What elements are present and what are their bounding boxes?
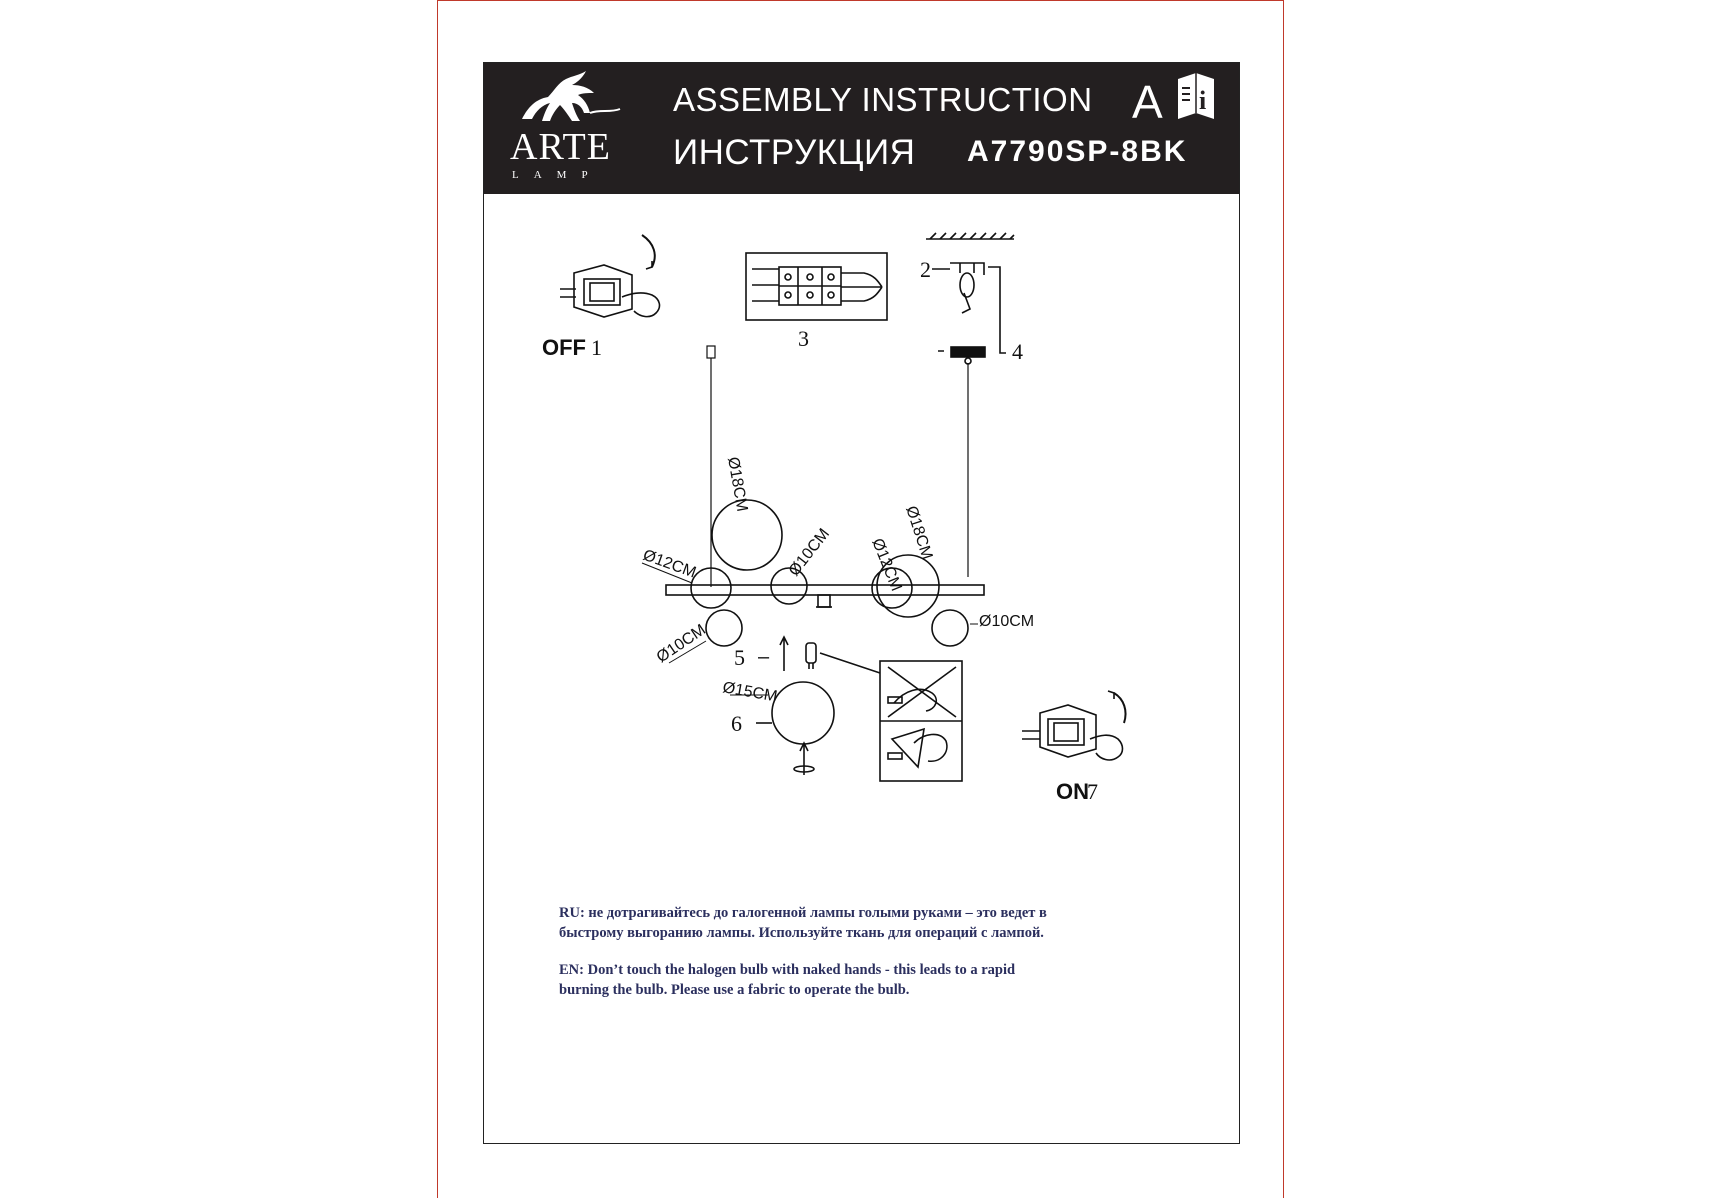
title-english: ASSEMBLY INSTRUCTION bbox=[673, 81, 1093, 118]
step-4-label: 4 bbox=[1012, 339, 1023, 364]
terminal-block-illustration bbox=[746, 253, 887, 320]
ceiling-canopy-illustration bbox=[926, 233, 1014, 364]
halogen-bulb-illustration bbox=[780, 637, 880, 673]
step-2-label: 2 bbox=[920, 257, 931, 282]
step-7-label: 7 bbox=[1087, 779, 1098, 804]
dim-12cm-left: Ø12CM bbox=[640, 546, 699, 582]
note-en-line-2: burning the bulb. Please use a fabric to operate the bulb. bbox=[559, 982, 910, 998]
svg-text:–: – bbox=[758, 646, 770, 668]
globe-10cm-lower-left bbox=[706, 610, 742, 646]
dim-10cm-right: Ø10CM bbox=[979, 613, 1035, 630]
step-3-label: 3 bbox=[798, 326, 809, 351]
title-russian: ИНСТРУКЦИЯ bbox=[673, 133, 916, 172]
switch-on-illustration bbox=[1022, 691, 1126, 760]
svg-text:i: i bbox=[1199, 86, 1207, 115]
step-1-label: 1 bbox=[591, 335, 602, 360]
chandelier-body bbox=[666, 500, 984, 646]
language-mark: A bbox=[1132, 76, 1163, 128]
dim-15cm-shade: Ø15CM bbox=[721, 679, 779, 706]
step-5-label: 5 bbox=[734, 645, 745, 670]
dim-18cm-left: Ø18CM bbox=[724, 455, 751, 513]
dim-12cm-right: Ø12CM bbox=[868, 536, 905, 594]
on-label: ON bbox=[1056, 779, 1089, 804]
brand-subtitle: LAMP bbox=[512, 169, 603, 181]
globe-10cm-right bbox=[932, 610, 968, 646]
assembly-diagram bbox=[484, 63, 1241, 863]
note-ru-line-2: быстрому выгоранию лампы. Используйте ткань для операций с лампой. bbox=[559, 925, 1044, 941]
warning-note-russian bbox=[559, 903, 1179, 943]
instruction-sheet bbox=[483, 62, 1240, 1144]
bulb-handling-panel bbox=[880, 661, 962, 781]
switch-off-illustration bbox=[560, 235, 659, 317]
dim-10cm-bottom: Ø10CM bbox=[653, 621, 709, 667]
dim-10cm-center: Ø10CM bbox=[785, 525, 834, 580]
dim-18cm-right: Ø18CM bbox=[902, 503, 936, 562]
step-6-label: 6 bbox=[731, 711, 742, 736]
note-ru-line-1: RU: не дотрагивайтесь до галогенной лампы голыми руками – это ведет в bbox=[559, 905, 1047, 921]
note-en-line-1: EN: Don’t touch the halogen bulb with naked hands - this leads to a rapid bbox=[559, 962, 1016, 978]
brand-name: ARTE bbox=[510, 126, 611, 168]
off-label: OFF bbox=[542, 335, 586, 360]
model-number: A7790SP-8BK bbox=[967, 135, 1188, 168]
warning-note-english bbox=[559, 960, 1179, 1000]
